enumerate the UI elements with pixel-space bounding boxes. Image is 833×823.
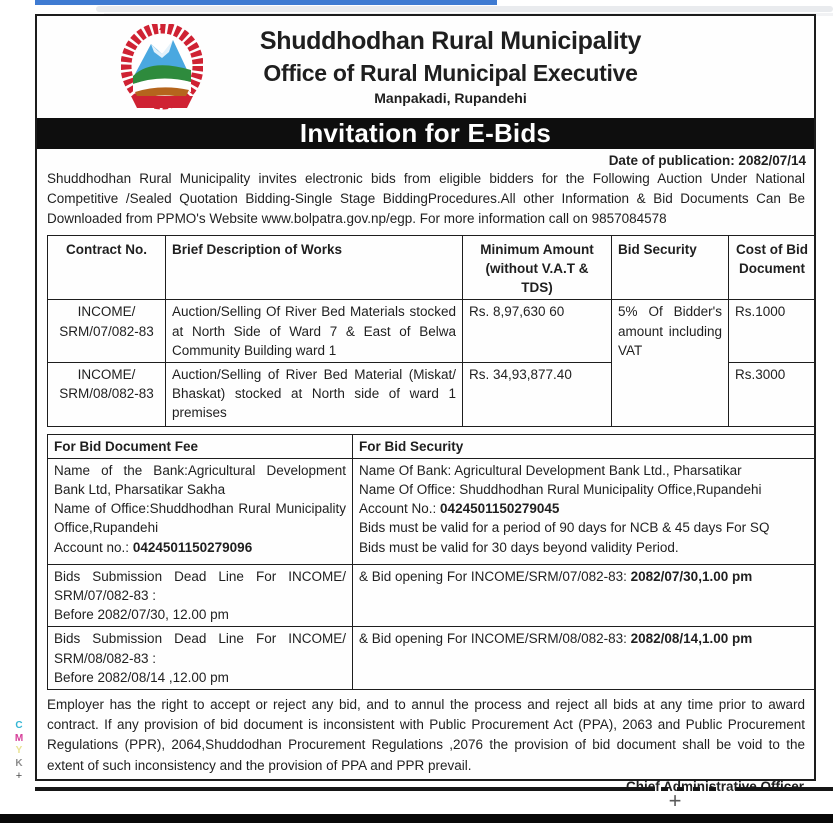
minimum-amount-cell: Rs. 34,93,877.40: [463, 362, 612, 426]
submission-line: Bids Submission Dead Line For INCOME/ SRM/07/082-83 :: [54, 569, 346, 604]
cost-cell: Rs.1000: [729, 300, 816, 362]
publication-date: Date of publication: 2082/07/14: [608, 153, 806, 168]
address-line: Manpakadi, Rupandehi: [374, 90, 527, 106]
table-row: [48, 300, 816, 362]
scan-streak: [96, 6, 833, 12]
magenta-mark: M: [14, 732, 24, 744]
fee-office-line: Name of Office:Shuddhodhan Rural Municipality Office,Rupandehi: [54, 501, 346, 536]
before-line: Before 2082/07/30, 12.00 pm: [54, 607, 229, 623]
opening-datetime: 2082/08/14,1.00 pm: [630, 631, 753, 647]
security-office-line: Name Of Office: Shuddhodhan Rural Municipality Office,Rupandehi: [359, 482, 762, 498]
doc-fee-bank-cell: [48, 459, 353, 565]
description-cell: Auction/Selling Of River Bed Materials stocked at North Side of Ward 7 & East of Belwa Community Building ward 1: [166, 300, 463, 362]
security-bank-line: Name Of Bank: Agricultural Development Bank Ltd., Pharsatikar: [359, 463, 742, 478]
crosshair-mark: +: [668, 788, 682, 813]
fee-account-number: 0424501150279096: [132, 539, 253, 555]
cyan-mark: C: [15, 720, 23, 731]
bank-info-row: [48, 459, 816, 565]
yellow-mark: Y: [15, 745, 23, 756]
submission-line: Bids Submission Dead Line For INCOME/ SRM/08/082-83 :: [54, 631, 346, 666]
opening-label: & Bid opening For INCOME/SRM/08/082-83:: [359, 631, 631, 647]
contract-no-cell: INCOME/ SRM/07/082-83: [48, 300, 166, 362]
submission-deadline-cell: [48, 627, 353, 689]
bid-opening-cell: [353, 565, 816, 627]
bids-table: [47, 235, 816, 427]
validity-line-1: Bids must be valid for a period of 90 days for NCB & 45 days For SQ: [359, 520, 770, 536]
top-blue-bar: [35, 0, 497, 5]
bid-opening-cell: [353, 627, 816, 689]
office-name: Office of Rural Municipal Executive: [263, 60, 638, 86]
col-header-bid-security: Bid Security: [612, 235, 729, 299]
bottom-black-bar: [0, 814, 833, 823]
bid-notice-document: [35, 14, 816, 781]
security-account-line: [359, 499, 809, 518]
municipality-emblem-logo: [121, 24, 203, 114]
fee-account-label: Account no.:: [54, 539, 133, 555]
fee-header-cell: For Bid Document Fee: [48, 434, 353, 458]
print-registration-marks: [8, 720, 30, 783]
opening-datetime: 2082/07/30,1.00 pm: [630, 569, 753, 584]
security-account-label: Account No.:: [359, 501, 441, 517]
col-header-contract-no: Contract No.: [48, 235, 166, 299]
fee-account-line: [54, 538, 346, 557]
col-header-description: Brief Description of Works: [166, 235, 463, 299]
plus-registration-mark: +: [15, 770, 23, 782]
contract-no-cell: INCOME/ SRM/08/082-83: [48, 362, 166, 426]
cost-cell: Rs.3000: [729, 362, 816, 426]
opening-label: & Bid opening For INCOME/SRM/07/082-83:: [359, 569, 631, 584]
signature-line: [37, 776, 814, 794]
cut-line-segment: [735, 787, 833, 791]
col-header-cost: Cost of Bid Document: [729, 235, 816, 299]
disclaimer-paragraph: Employer has the right to accept or reject any bid, and to annul the process and reject all bids at any time prior to award contract. If any provision of bid document is inconsistent with Public Procurement Act (PPA), 2063 and Public Procurement Regulations (PPR), 2064,Shuddodhan Procurement Regulations ,2076 the provision of bid document shall be void to the extent of such inconsistency and the provision of PPA and PPR prevail.: [47, 696, 805, 773]
org-name: Shuddhodhan Rural Municipality: [259, 27, 642, 55]
bids-table-header-row: [48, 235, 816, 299]
deadline-row: [48, 565, 816, 627]
bid-security-cell: 5% Of Bidder's amount including VAT: [612, 300, 729, 426]
intro-paragraph: Shuddhodhan Rural Municipality invites electronic bids from eligible bidders for the Following Auction Under National Competitive /Sealed Quotation Bidding-Single Stage BiddingProcedures.All other Information & Bid Documents Can Be Downloaded from PPMO's Website www.bolpatra.gov.np/egp. For more information call on 9857084578: [47, 171, 805, 226]
bid-security-bank-cell: [353, 459, 816, 565]
fee-security-table: [47, 434, 816, 690]
fee-bank-line: Name of the Bank:Agricultural Development Bank Ltd, Pharsatikar Sakha: [54, 463, 346, 498]
black-mark: K: [15, 757, 23, 769]
col-header-minimum-amount: Minimum Amount (without V.A.T & TDS): [463, 235, 612, 299]
security-header-cell: For Bid Security: [353, 434, 816, 458]
minimum-amount-cell: Rs. 8,97,630 60: [463, 300, 612, 362]
submission-deadline-cell: [48, 565, 353, 627]
deadline-row: [48, 627, 816, 689]
before-line: Before 2082/08/14 ,12.00 pm: [54, 669, 229, 685]
banner-title: Invitation for E-Bids: [299, 118, 552, 148]
security-account-number: 0424501150279045: [440, 501, 560, 517]
cut-line-segment: [35, 787, 655, 791]
fee-table-header-row: [48, 434, 816, 458]
description-cell: Auction/Selling of River Bed Material (Miskat/ Bhaskat) stocked at North side of ward 1 premises: [166, 362, 463, 426]
validity-line-2: Bids must be valid for 30 days beyond validity Period.: [359, 539, 679, 555]
invitation-banner: [37, 118, 814, 149]
document-header: [37, 16, 814, 118]
